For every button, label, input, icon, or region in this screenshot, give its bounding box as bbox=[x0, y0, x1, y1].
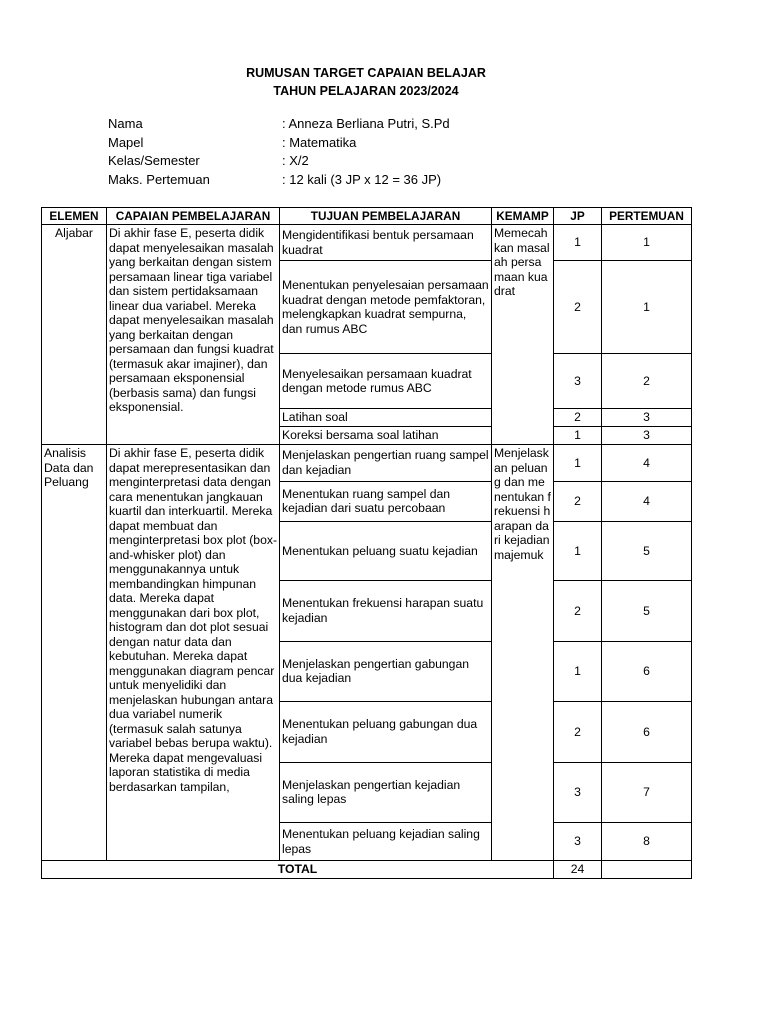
tujuan-cell: Menentukan peluang suatu kejadian bbox=[280, 521, 492, 580]
meta-row-kelas bbox=[108, 152, 508, 171]
pertemuan-cell: 7 bbox=[602, 762, 692, 822]
capaian-cell bbox=[107, 445, 280, 861]
elemen-label: Analisis Data dan Peluang bbox=[44, 446, 94, 489]
jp-cell: 1 bbox=[554, 445, 602, 482]
capaian-cell bbox=[107, 225, 280, 445]
total-pertemuan bbox=[602, 861, 692, 879]
learning-target-table bbox=[41, 207, 692, 879]
capaian-text: Di akhir fase E, peserta didik dapat merepresentasikan dan menginterpretasi data dengan cara menentukan jangkauan kuartil dan interkuartil. Mereka dapat membuat dan menginterpretasi box plot (box-and-whisker plot) dan menggunakannya untuk membandingkan himpunan data. Mereka dapat menggunakan dari box plot, histogram dan dot plot sesuai dengan natur data dan kebutuhan. Mereka dapat menggunakan diagram pencar untuk menyelidiki dan menjelaskan hubungan antara dua variabel numerik (termasuk salah satunya variabel bebas berupa waktu). Mereka dapat mengevaluasi laporan statistika di media berdasarkan tampilan, bbox=[109, 446, 277, 794]
meta-value: : Anneza Berliana Putri, S.Pd bbox=[282, 116, 450, 131]
jp-cell: 2 bbox=[554, 702, 602, 762]
tujuan-cell: Menyelesaikan persamaan kuadrat dengan metode rumus ABC bbox=[280, 354, 492, 409]
tujuan-cell: Koreksi bersama soal latihan bbox=[280, 427, 492, 445]
tujuan-cell: Menentukan frekuensi harapan suatu kejadian bbox=[280, 581, 492, 641]
meta-label: Mapel bbox=[108, 134, 144, 150]
tujuan-cell: Menjelaskan pengertian kejadian saling lepas bbox=[280, 762, 492, 822]
meta-value: : 12 kali (3 JP x 12 = 36 JP) bbox=[282, 171, 442, 187]
meta-value: : X/2 bbox=[282, 153, 309, 169]
total-jp: 24 bbox=[554, 861, 602, 879]
jp-cell: 3 bbox=[554, 823, 602, 861]
table-header-row bbox=[42, 208, 692, 225]
pertemuan-cell: 8 bbox=[602, 823, 692, 861]
kemampuan-cell bbox=[492, 445, 554, 861]
identity-block bbox=[108, 115, 508, 189]
meta-label: Maks. Pertemuan bbox=[108, 171, 210, 187]
tujuan-cell: Menjelaskan pengertian gabungan dua kejadian bbox=[280, 641, 492, 701]
pertemuan-cell: 6 bbox=[602, 702, 692, 762]
meta-row-pertemuan bbox=[108, 171, 508, 190]
header-tujuan-pembelajaran: TUJUAN PEMBELAJARAN bbox=[280, 208, 492, 225]
pertemuan-cell: 6 bbox=[602, 641, 692, 701]
pertemuan-cell: 4 bbox=[602, 445, 692, 482]
title-line-2: TAHUN PELAJARAN 2023/2024 bbox=[273, 83, 459, 98]
pertemuan-cell: 5 bbox=[602, 521, 692, 580]
pertemuan-cell: 4 bbox=[602, 481, 692, 521]
jp-cell: 2 bbox=[554, 261, 602, 354]
pertemuan-cell: 3 bbox=[602, 427, 692, 445]
tujuan-cell: Menentukan peluang kejadian saling lepas bbox=[280, 823, 492, 861]
meta-row-mapel bbox=[108, 134, 508, 153]
elemen-cell bbox=[42, 225, 107, 445]
capaian-text: Di akhir fase E, peserta didik dapat menyelesaikan masalah yang berkaitan dengan sistem persamaan linear tiga variabel dan sistem pertidaksamaan linear dua variabel. Mereka dapat menyelesaikan masalah yang berkaitan dengan persamaan dan fungsi kuadrat (termasuk akar imajiner), dan persamaan eksponensial (berbasis sama) dan fungsi eksponensial. bbox=[109, 226, 274, 414]
pertemuan-cell: 1 bbox=[602, 225, 692, 261]
meta-value: : Matematika bbox=[282, 134, 357, 150]
total-label: TOTAL bbox=[42, 861, 554, 879]
elemen-cell bbox=[42, 445, 107, 861]
meta-label: Nama bbox=[108, 116, 143, 131]
elemen-label: Aljabar bbox=[55, 226, 93, 240]
jp-cell: 2 bbox=[554, 481, 602, 521]
total-row bbox=[42, 861, 692, 879]
header-pertemuan: PERTEMUAN bbox=[602, 208, 692, 225]
header-capaian-pembelajaran: CAPAIAN PEMBELAJARAN bbox=[107, 208, 280, 225]
table-row bbox=[42, 445, 692, 482]
pertemuan-cell: 5 bbox=[602, 581, 692, 641]
tujuan-cell: Menjelaskan pengertian ruang sampel dan kejadian bbox=[280, 445, 492, 482]
jp-cell: 2 bbox=[554, 409, 602, 427]
pertemuan-cell: 2 bbox=[602, 354, 692, 409]
kemampuan-text: Menjelaskan peluang dan menentukan frekuensi harapan dari kejadian majemuk bbox=[494, 446, 551, 562]
jp-cell: 2 bbox=[554, 581, 602, 641]
meta-label: Kelas/Semester bbox=[108, 153, 200, 169]
tujuan-cell: Menentukan peluang gabungan dua kejadian bbox=[280, 702, 492, 762]
header-elemen: ELEMEN bbox=[42, 208, 107, 225]
jp-cell: 3 bbox=[554, 762, 602, 822]
title-line-1: RUMUSAN TARGET CAPAIAN BELAJAR bbox=[246, 66, 486, 80]
tujuan-cell: Latihan soal bbox=[280, 409, 492, 427]
meta-row-nama bbox=[108, 115, 508, 134]
jp-cell: 1 bbox=[554, 225, 602, 261]
header-kemampuan: KEMAMP bbox=[492, 208, 554, 225]
tujuan-cell: Menentukan penyelesaian persamaan kuadrat dengan metode pemfaktoran, melengkapkan kuadrat sempurna, dan rumus ABC bbox=[280, 261, 492, 354]
kemampuan-text: Memecahkan masalah persamaan kuadrat bbox=[494, 226, 550, 298]
kemampuan-cell bbox=[492, 225, 554, 445]
jp-cell: 1 bbox=[554, 521, 602, 580]
tujuan-cell: Menentukan ruang sampel dan kejadian dari suatu percobaan bbox=[280, 481, 492, 521]
header-jp: JP bbox=[554, 208, 602, 225]
document-title bbox=[0, 65, 732, 100]
jp-cell: 1 bbox=[554, 427, 602, 445]
jp-cell: 1 bbox=[554, 641, 602, 701]
pertemuan-cell: 3 bbox=[602, 409, 692, 427]
table-row bbox=[42, 225, 692, 261]
pertemuan-cell: 1 bbox=[602, 261, 692, 354]
tujuan-cell: Mengidentifikasi bentuk persamaan kuadrat bbox=[280, 225, 492, 261]
jp-cell: 3 bbox=[554, 354, 602, 409]
